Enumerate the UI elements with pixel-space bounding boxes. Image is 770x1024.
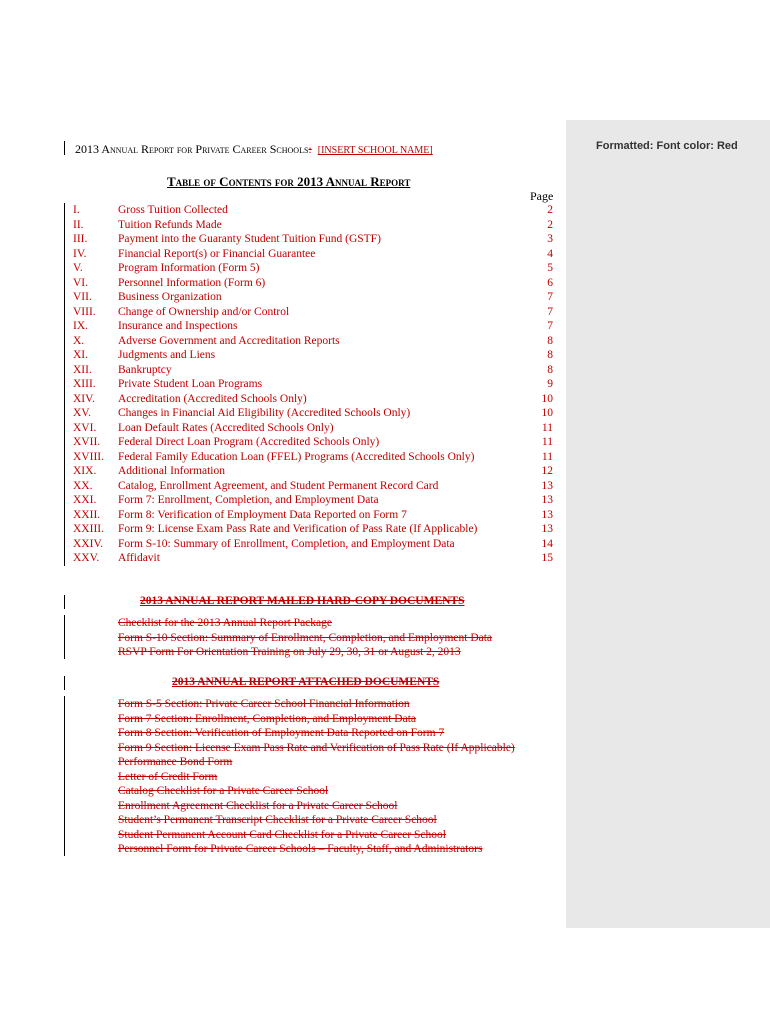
document-list-item: Student Permanent Account Card Checklist for a Private Career School xyxy=(118,828,446,841)
toc-entry-number: XVII. xyxy=(73,436,101,448)
insert-school-name-placeholder: [INSERT SCHOOL NAME] xyxy=(317,145,433,156)
toc-entry-number: VI. xyxy=(73,276,89,289)
toc-entry xyxy=(73,493,553,508)
toc-entry-page: 4 xyxy=(547,247,553,260)
toc-entry-number: X. xyxy=(73,334,85,347)
mailed-documents-heading: 2013 ANNUAL REPORT MAILED HARD-COPY DOCUMENTS xyxy=(140,595,465,607)
toc-entry-page: 10 xyxy=(541,407,553,419)
document-list-item: Enrollment Agreement Checklist for a Private Career School xyxy=(118,799,398,812)
toc-entry-page: 12 xyxy=(541,465,553,477)
toc-entry xyxy=(73,363,553,378)
toc-entry-number: XV. xyxy=(73,407,92,419)
toc-entry xyxy=(73,435,553,450)
toc-entry xyxy=(73,551,553,566)
toc-entry-number: XI. xyxy=(73,349,89,361)
toc-entry-title: Form 7: Enrollment, Completion, and Employment Data xyxy=(118,494,379,506)
toc-entry-page: 2 xyxy=(547,218,553,231)
table-of-contents xyxy=(73,203,553,566)
toc-entry-title: Financial Report(s) or Financial Guarantee xyxy=(118,247,316,260)
toc-entry xyxy=(73,377,553,392)
document-list-item: Catalog Checklist for a Private Career School xyxy=(118,785,329,797)
change-bar xyxy=(64,141,65,155)
toc-entry xyxy=(73,261,553,276)
toc-entry-number: V. xyxy=(73,262,83,274)
toc-entry-title: Form 9: License Exam Pass Rate and Verification of Pass Rate (If Applicable) xyxy=(118,523,478,535)
toc-entry-number: III. xyxy=(73,233,88,245)
toc-entry-title: Federal Direct Loan Program (Accredited Schools Only) xyxy=(118,436,380,448)
header-separator: : xyxy=(308,142,312,156)
toc-entry-title: Form 8: Verification of Employment Data Reported on Form 7 xyxy=(118,508,407,521)
document-header xyxy=(75,142,433,157)
change-bar xyxy=(64,203,65,566)
toc-entry-number: II. xyxy=(73,218,84,231)
toc-entry-page: 15 xyxy=(541,552,553,564)
toc-entry-number: VIII. xyxy=(73,305,96,318)
toc-entry-title: Gross Tuition Collected xyxy=(118,204,228,216)
toc-entry-number: XXIV. xyxy=(73,537,104,550)
toc-entry-page: 14 xyxy=(541,537,553,550)
toc-entry-page: 8 xyxy=(547,349,553,361)
page-column-label: Page xyxy=(530,189,554,203)
toc-title: Table of Contents for 2013 Annual Report xyxy=(167,174,411,189)
toc-entry-page: 2 xyxy=(547,204,553,216)
toc-entry-number: XIX. xyxy=(73,465,97,477)
toc-entry-page: 11 xyxy=(541,436,553,448)
toc-entry-title: Change of Ownership and/or Control xyxy=(118,305,290,318)
toc-entry-page: 8 xyxy=(547,334,553,347)
toc-entry xyxy=(73,450,553,465)
toc-entry-title: Additional Information xyxy=(118,465,225,477)
toc-entry xyxy=(73,421,553,436)
toc-entry-title: Judgments and Liens xyxy=(118,349,216,361)
toc-entry-title: Payment into the Guaranty Student Tuition Fund (GSTF) xyxy=(118,233,381,245)
toc-entry-title: Affidavit xyxy=(118,552,160,564)
document-list-item: RSVP Form For Orientation Training on July 29, 30, 31 or August 2, 2013 xyxy=(118,646,461,658)
toc-entry-number: XIV. xyxy=(73,392,95,405)
document-list-item: Checklist for the 2013 Annual Report Package xyxy=(118,617,332,629)
header-title: 2013 Annual Report for Private Career Schools xyxy=(75,142,309,156)
toc-entry xyxy=(73,464,553,479)
toc-entry-number: XXV. xyxy=(73,552,100,564)
toc-entry-number: XVI. xyxy=(73,421,97,434)
toc-entry-title: Insurance and Inspections xyxy=(118,320,238,332)
document-list-item: Form 7 Section: Enrollment, Completion, and Employment Data xyxy=(118,712,417,725)
toc-entry-title: Catalog, Enrollment Agreement, and Student Permanent Record Card xyxy=(118,479,439,492)
toc-entry-title: Adverse Government and Accreditation Reports xyxy=(118,334,340,347)
toc-entry xyxy=(73,392,553,407)
toc-entry-number: VII. xyxy=(73,291,92,303)
document-list-item: Form 9 Section: License Exam Pass Rate and Verification of Pass Rate (If Applicable) xyxy=(118,741,515,754)
toc-entry xyxy=(73,305,553,320)
toc-entry-page: 7 xyxy=(547,320,553,332)
toc-entry-title: Business Organization xyxy=(118,291,222,303)
toc-entry-number: XXII. xyxy=(73,508,101,521)
toc-entry-page: 7 xyxy=(547,305,553,318)
toc-entry-title: Loan Default Rates (Accredited Schools Only) xyxy=(118,421,334,434)
toc-entry-title: Personnel Information (Form 6) xyxy=(118,276,266,289)
toc-entry xyxy=(73,276,553,291)
toc-entry xyxy=(73,508,553,523)
toc-entry-number: IX. xyxy=(73,320,89,332)
change-bar xyxy=(64,615,65,659)
change-bar xyxy=(64,676,65,690)
toc-entry-title: Bankruptcy xyxy=(118,363,172,376)
toc-entry-page: 13 xyxy=(541,508,553,521)
toc-entry-page: 13 xyxy=(541,494,553,506)
toc-entry-page: 13 xyxy=(541,523,553,535)
change-bar xyxy=(64,595,65,609)
document-list-item: Personnel Form for Private Career Schools – Faculty, Staff, and Administrators xyxy=(118,843,483,855)
toc-entry-page: 8 xyxy=(547,363,553,376)
toc-entry-title: Federal Family Education Loan (FFEL) Programs (Accredited Schools Only) xyxy=(118,450,475,463)
document-list-item: Letter of Credit Form xyxy=(118,770,218,783)
attached-documents-list xyxy=(118,697,515,857)
toc-entry-number: XVIII. xyxy=(73,450,104,463)
toc-entry-title: Tuition Refunds Made xyxy=(118,218,222,231)
toc-entry-page: 6 xyxy=(547,276,553,289)
document-list-item: Form S-5 Section: Private Career School Financial Information xyxy=(118,698,410,710)
toc-entry-title: Changes in Financial Aid Eligibility (Accredited Schools Only) xyxy=(118,407,411,419)
document-list-item: Form 8 Section: Verification of Employment Data Reported on Form 7 xyxy=(118,727,445,739)
toc-entry xyxy=(73,348,553,363)
toc-entry-number: XXIII. xyxy=(73,523,104,535)
toc-entry-title: Program Information (Form 5) xyxy=(118,262,260,274)
toc-entry-page: 5 xyxy=(547,262,553,274)
toc-entry xyxy=(73,319,553,334)
toc-entry-number: XIII. xyxy=(73,378,96,390)
change-bar xyxy=(64,696,65,856)
toc-entry xyxy=(73,479,553,494)
toc-entry-number: XII. xyxy=(73,363,92,376)
toc-entry xyxy=(73,406,553,421)
toc-entry-page: 9 xyxy=(547,378,553,390)
toc-entry-page: 7 xyxy=(547,291,553,303)
toc-entry xyxy=(73,247,553,262)
toc-entry xyxy=(73,203,553,218)
attached-documents-heading: 2013 ANNUAL REPORT ATTACHED DOCUMENTS xyxy=(172,676,440,688)
toc-entry-number: I. xyxy=(73,204,80,216)
toc-entry-page: 10 xyxy=(541,392,553,405)
document-list-item: Performance Bond Form xyxy=(118,756,233,768)
toc-entry-number: XX. xyxy=(73,479,93,492)
toc-entry xyxy=(73,290,553,305)
comment-pane xyxy=(566,120,770,928)
toc-entry-page: 3 xyxy=(547,233,553,245)
toc-entry-title: Form S-10: Summary of Enrollment, Completion, and Employment Data xyxy=(118,537,455,550)
toc-entry xyxy=(73,218,553,233)
toc-entry-number: IV. xyxy=(73,247,87,260)
toc-entry-title: Private Student Loan Programs xyxy=(118,378,263,390)
toc-entry-page: 11 xyxy=(541,450,553,463)
toc-entry-title: Accreditation (Accredited Schools Only) xyxy=(118,392,307,405)
toc-entry xyxy=(73,537,553,552)
toc-entry xyxy=(73,232,553,247)
mailed-documents-list xyxy=(118,616,492,660)
toc-entry-number: XXI. xyxy=(73,494,97,506)
document-list-item: Student’s Permanent Transcript Checklist for a Private Career School xyxy=(118,814,437,826)
document-list-item: Form S-10 Section: Summary of Enrollment, Completion, and Employment Data xyxy=(118,631,493,644)
comment-label: Formatted: Font color: Red xyxy=(596,140,738,152)
toc-entry xyxy=(73,334,553,349)
toc-entry-page: 11 xyxy=(541,421,553,434)
toc-entry-page: 13 xyxy=(541,479,553,492)
toc-entry xyxy=(73,522,553,537)
